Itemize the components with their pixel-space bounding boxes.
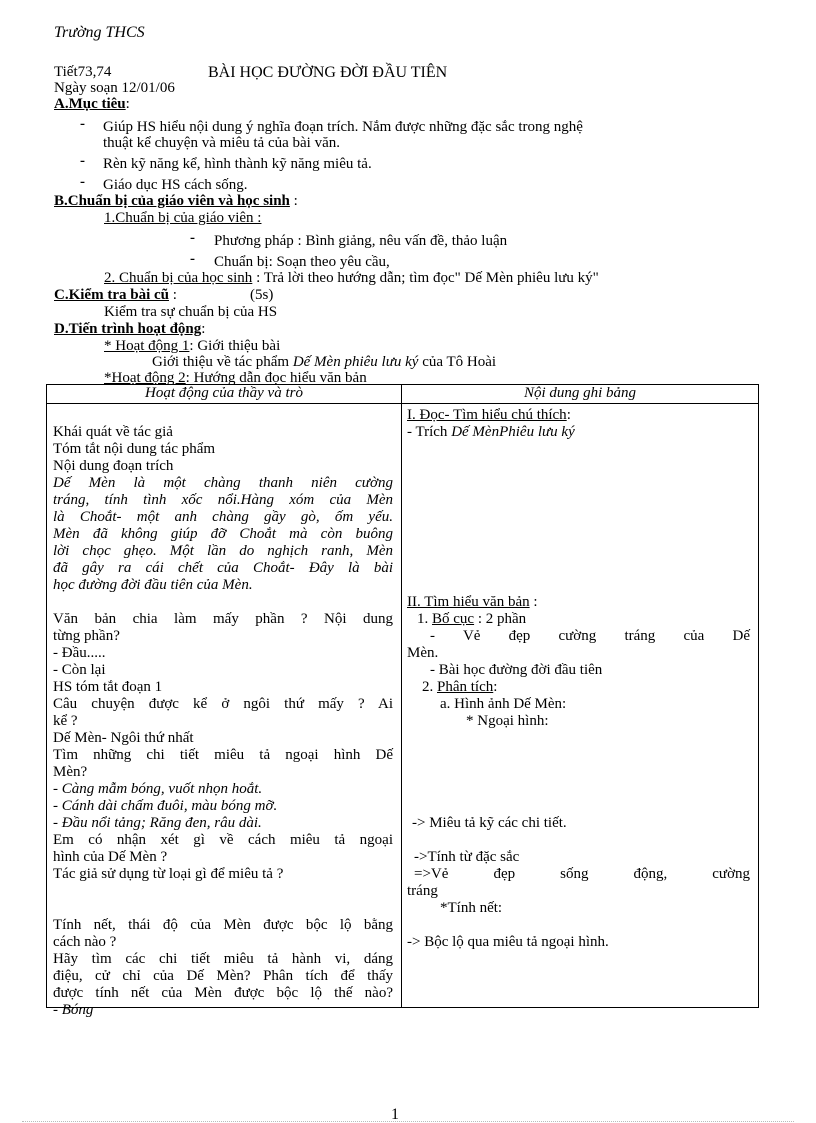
table-line: 1. Bố cục : 2 phần (417, 611, 527, 627)
activity-1: * Hoạt động 1: Giới thiệu bài (104, 338, 281, 354)
objective-line: Rèn kỹ năng kể, hình thành kỹ năng miêu tả. (103, 156, 372, 172)
table-line: Văn bản chia làm mấy phần ? Nội dung (53, 611, 393, 627)
table-line: - Vẻ đẹp cường tráng của Dế (430, 628, 750, 644)
lesson-number: Tiết73,74 (54, 64, 112, 80)
table-line: Mèn đã không giúp đỡ Choắt mà còn buông (53, 526, 393, 542)
section-c-time: (5s) (250, 287, 274, 303)
table-line: 2. Phân tích: (422, 679, 498, 695)
table-line: từng phần? (53, 628, 120, 644)
table-line: Tóm tắt nội dung tác phẩm (53, 441, 216, 457)
table-line: *Tính nết: (440, 900, 503, 916)
work-intro: Giới thiệu về tác phẩm Dế Mèn phiêu lưu ký của Tô Hoài (152, 354, 497, 370)
table-line: là Choắt- một anh chàng gầy gò, ốm yếu. (53, 509, 393, 525)
table-line: a. Hình ảnh Dế Mèn: (440, 696, 567, 712)
table-line: II. Tìm hiểu văn bản : (407, 594, 538, 610)
table-line: - Đầu..... (53, 645, 106, 661)
table-line: tráng, tính tình xốc nổi.Hàng xóm của Mèn (53, 492, 393, 508)
table-line: Mèn? (53, 764, 88, 780)
table-line: đã gây ra cái chết của Choắt- Đây là bài (53, 560, 393, 576)
table-line: Tính nết, thái độ của Mèn được bộc lộ bằng (53, 917, 393, 933)
table-line: HS tóm tắt đoạn 1 (53, 679, 163, 695)
section-b-heading: B.Chuẩn bị của giáo viên và học sinh : (54, 193, 298, 209)
table-line: Tìm những chi tiết miêu tả ngoại hình Dế (53, 747, 393, 763)
board-content-column (402, 404, 759, 1008)
table-line: ->Tính từ đặc sắc (414, 849, 520, 865)
page-number: 1 (391, 1106, 399, 1123)
objective-line: thuật kể chuyện và miêu tả của bài văn. (103, 135, 340, 151)
table-line: - Càng mẫm bóng, vuốt nhọn hoắt. (53, 781, 263, 797)
table-line: Tác giả sử dụng từ loại gì để miêu tả ? (53, 866, 284, 882)
right-column-header: Nội dung ghi bảng (402, 385, 759, 404)
teacher-prep-item: Phương pháp : Bình giảng, nêu vấn đề, thảo luận (214, 233, 508, 249)
table-line: I. Đọc- Tìm hiểu chú thích: (407, 407, 571, 423)
section-a-heading: A.Mục tiêu: (54, 96, 130, 112)
table-line: điệu, cử chỉ của Dế Mèn? Phân tích để thấy (53, 968, 393, 984)
lesson-table (46, 384, 759, 1018)
table-line: - Bóng (53, 1002, 94, 1018)
student-prep: 2. Chuẩn bị của học sinh : Trả lời theo hướng dẫn; tìm đọc" Dế Mèn phiêu lưu ký" (104, 270, 599, 286)
table-line: Câu chuyện được kể ở ngôi thứ mấy ? Ai (53, 696, 393, 712)
table-line: - Trích Dế MènPhiêu lưu ký (407, 424, 575, 440)
bullet-icon: - (80, 153, 85, 169)
bullet-icon: - (190, 230, 195, 246)
section-d-heading: D.Tiến trình hoạt động: (54, 321, 206, 337)
table-line: * Ngoại hình: (466, 713, 549, 729)
bullet-icon: - (80, 174, 85, 190)
table-line: Hãy tìm các chi tiết miêu tả hành vi, dáng (53, 951, 393, 967)
table-line: - Cánh dài chấm đuôi, màu bóng mỡ. (53, 798, 278, 814)
table-line: Khái quát về tác giả (53, 424, 173, 440)
table-line: -> Miêu tả kỹ các chi tiết. (412, 815, 567, 831)
table-line: học đường đời đầu tiên của Mèn. (53, 577, 253, 593)
table-line: tráng (407, 883, 438, 899)
table-line: - Còn lại (53, 662, 106, 678)
table-line: kể ? (53, 713, 78, 729)
table-line: Dế Mèn là một chàng thanh niên cường (53, 475, 393, 491)
section-c-text: Kiểm tra sự chuẩn bị của HS (104, 304, 278, 320)
objective-line: Giúp HS hiểu nội dung ý nghĩa đoạn trích. Nắm được những đặc sắc trong nghệ (103, 119, 583, 135)
table-line: Mèn. (407, 645, 439, 661)
lesson-title: BÀI HỌC ĐƯỜNG ĐỜI ĐẦU TIÊN (208, 64, 448, 81)
prepare-date: Ngày soạn 12/01/06 (54, 80, 175, 96)
left-column-header: Hoạt động của thầy và trò (47, 385, 402, 404)
bullet-icon: - (80, 116, 85, 132)
teacher-prep-heading: 1.Chuẩn bị của giáo viên : (104, 210, 262, 226)
footer-divider (22, 1121, 794, 1122)
table-line: cách nào ? (53, 934, 117, 950)
table-line: được tính nết của Mèn được bộc lộ thế nào? (53, 985, 393, 1001)
table-line: - Bài học đường đời đầu tiên (430, 662, 603, 678)
table-line: Nội dung đoạn trích (53, 458, 174, 474)
table-line: -> Bộc lộ qua miêu tả ngoại hình. (407, 934, 609, 950)
table-line: - Đầu nổi tảng; Răng đen, râu dài. (53, 815, 262, 831)
table-line: =>Vẻ đẹp sống động, cường (414, 866, 750, 882)
bullet-icon: - (190, 251, 195, 267)
teacher-prep-item: Chuẩn bị: Soạn theo yêu cầu, (214, 254, 390, 270)
teacher-student-column (47, 404, 402, 1018)
objective-line: Giáo dục HS cách sống. (103, 177, 248, 193)
activity-2: *Hoạt động 2: Hướng dẫn đọc hiểu văn bản (104, 370, 367, 386)
school-name: Trường THCS (54, 24, 145, 41)
table-line: Dế Mèn- Ngôi thứ nhất (53, 730, 194, 746)
section-c-heading: C.Kiểm tra bài cũ : (54, 287, 177, 303)
table-line: lời chọc ghẹo. Một lần do nghịch ranh, Mèn (53, 543, 393, 559)
table-line: Em có nhận xét gì về cách miêu tả ngoại (53, 832, 393, 848)
table-line: hình của Dế Mèn ? (53, 849, 168, 865)
